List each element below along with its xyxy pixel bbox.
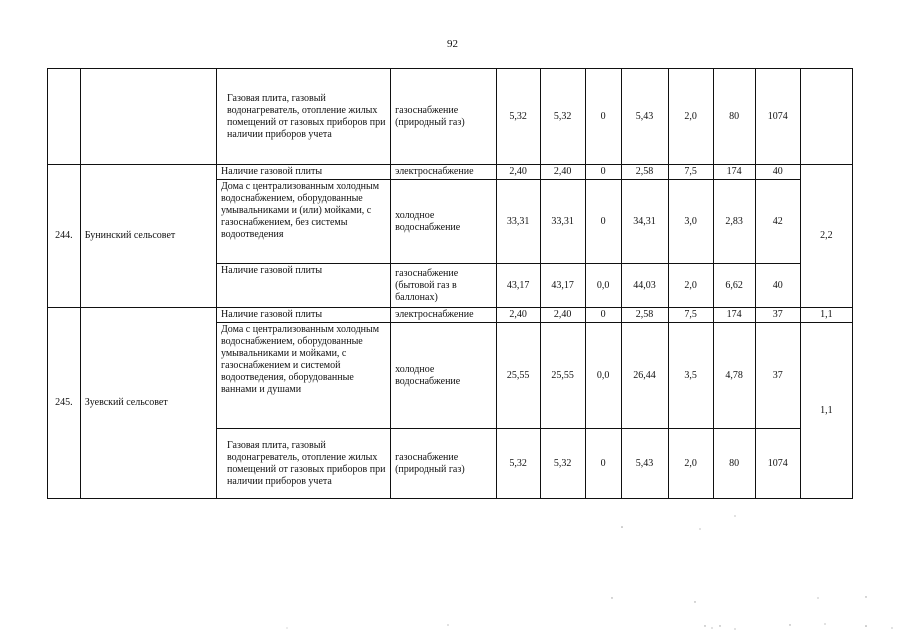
- value-cell: 5,32: [540, 69, 585, 165]
- value-cell: 80: [713, 429, 755, 499]
- description-cell: Наличие газовой плиты: [216, 308, 390, 323]
- value-cell: 40: [755, 264, 800, 308]
- value-cell: 37: [755, 323, 800, 429]
- value-cell: 2,0: [668, 69, 713, 165]
- settlement-name-cell: [80, 69, 216, 165]
- value-cell: 2,0: [668, 429, 713, 499]
- description-cell: Газовая плита, газовый водонагреватель, отопление жилых помещений от газовых приборов при наличии приборов учета: [216, 69, 390, 165]
- value-cell: 5,43: [621, 69, 668, 165]
- value-cell: 0: [585, 165, 621, 180]
- value-cell: 2,40: [496, 165, 540, 180]
- value-cell: 3,0: [668, 180, 713, 264]
- value-cell: 33,31: [496, 180, 540, 264]
- value-cell: 33,31: [540, 180, 585, 264]
- value-cell: 2,58: [621, 308, 668, 323]
- value-cell: 42: [755, 180, 800, 264]
- value-cell: 174: [713, 165, 755, 180]
- settlement-name-cell: Бунинский сельсовет: [80, 165, 216, 308]
- value-cell: 2,83: [713, 180, 755, 264]
- value-cell: 0: [585, 308, 621, 323]
- service-cell: электроснабжение: [391, 165, 496, 180]
- value-cell: 2,58: [621, 165, 668, 180]
- table-row: [48, 69, 853, 165]
- value-cell: 5,32: [540, 429, 585, 499]
- value-cell: 44,03: [621, 264, 668, 308]
- service-cell: газоснабжение (природный газ): [391, 429, 496, 499]
- value-cell: 0: [585, 69, 621, 165]
- service-cell: холодное водоснабжение: [391, 180, 496, 264]
- value-cell: 1074: [755, 69, 800, 165]
- value-cell: 40: [755, 165, 800, 180]
- value-cell: 25,55: [496, 323, 540, 429]
- value-cell: 0,0: [585, 323, 621, 429]
- value-cell: 34,31: [621, 180, 668, 264]
- value-cell: 37: [755, 308, 800, 323]
- value-cell: 43,17: [540, 264, 585, 308]
- index-cell: 2,2: [800, 165, 852, 308]
- page-number: 92: [447, 38, 458, 50]
- service-cell: газоснабжение (природный газ): [391, 69, 496, 165]
- value-cell: 0,0: [585, 264, 621, 308]
- value-cell: 2,40: [496, 308, 540, 323]
- value-cell: 6,62: [713, 264, 755, 308]
- value-cell: 25,55: [540, 323, 585, 429]
- service-cell: электроснабжение: [391, 308, 496, 323]
- value-cell: 0: [585, 180, 621, 264]
- value-cell: 2,40: [540, 308, 585, 323]
- row-number-cell: 245.: [48, 308, 81, 499]
- description-cell: Наличие газовой плиты: [216, 264, 390, 308]
- index-cell: 1,1: [800, 308, 852, 323]
- row-number-cell: [48, 69, 81, 165]
- description-cell: Газовая плита, газовый водонагреватель, отопление жилых помещений от газовых приборов при наличии приборов учета: [216, 429, 390, 499]
- index-cell: [800, 69, 852, 165]
- row-number-cell: 244.: [48, 165, 81, 308]
- value-cell: 5,32: [496, 69, 540, 165]
- value-cell: 3,5: [668, 323, 713, 429]
- value-cell: 0: [585, 429, 621, 499]
- service-cell: холодное водоснабжение: [391, 323, 496, 429]
- value-cell: 5,32: [496, 429, 540, 499]
- value-cell: 43,17: [496, 264, 540, 308]
- index-cell: 1,1: [800, 323, 852, 499]
- value-cell: 2,40: [540, 165, 585, 180]
- table-row: [48, 165, 853, 180]
- value-cell: 5,43: [621, 429, 668, 499]
- description-cell: Дома с централизованным холодным водоснабжением, оборудованные умывальниками и мойками, с газоснабжением и системой водоотведения, оборудованные ваннами и душами: [216, 323, 390, 429]
- value-cell: 26,44: [621, 323, 668, 429]
- tariff-table: [47, 68, 853, 499]
- value-cell: 174: [713, 308, 755, 323]
- description-cell: Дома с централизованным холодным водоснабжением, оборудованные умывальниками и (или) мойками, с газоснабжением, без системы водоотведения: [216, 180, 390, 264]
- value-cell: 1074: [755, 429, 800, 499]
- value-cell: 2,0: [668, 264, 713, 308]
- description-cell: Наличие газовой плиты: [216, 165, 390, 180]
- value-cell: 7,5: [668, 308, 713, 323]
- value-cell: 80: [713, 69, 755, 165]
- value-cell: 7,5: [668, 165, 713, 180]
- settlement-name-cell: Зуевский сельсовет: [80, 308, 216, 499]
- service-cell: газоснабжение (бытовой газ в баллонах): [391, 264, 496, 308]
- value-cell: 4,78: [713, 323, 755, 429]
- table-row: [48, 308, 853, 323]
